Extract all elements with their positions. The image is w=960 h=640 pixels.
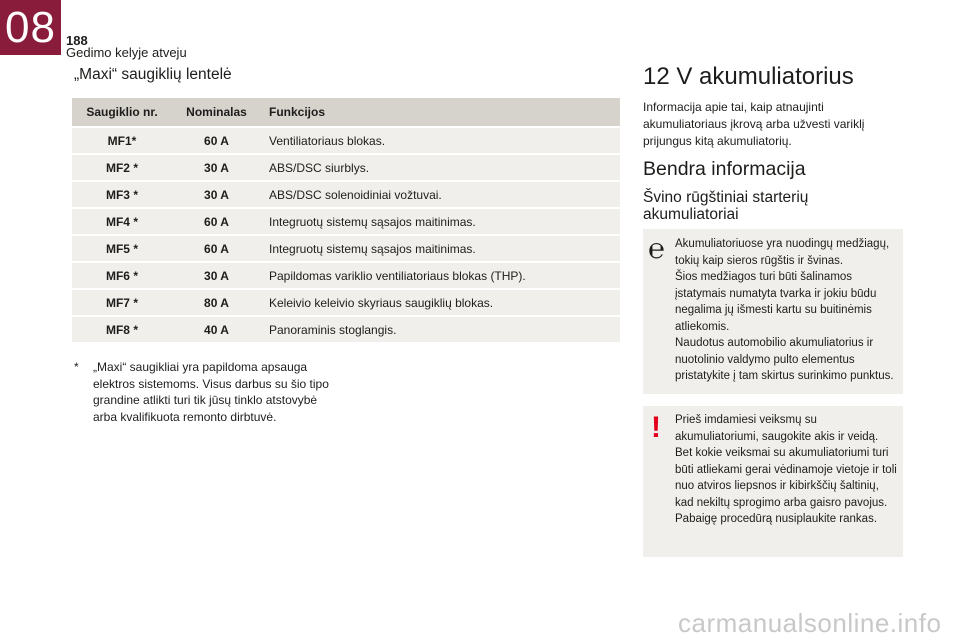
battery-intro: Informacija apie tai, kaip atnaujinti akumuliatoriaus įkrovą arba užvesti variklį prijungus kitą akumuliatorių. bbox=[643, 100, 865, 148]
page-number: 188 bbox=[66, 33, 88, 48]
footnote-text: „Maxi“ saugikliai yra papildoma apsauga elektros sistemoms. Visus darbus su šio tipo grandine atlikti turi tik jūsų tinklo atstovybė arba kvalifikuota remonto dirbtuvė. bbox=[93, 360, 329, 424]
fuse-rating: 30 A bbox=[172, 155, 261, 180]
table-row bbox=[72, 209, 620, 234]
fuse-number: MF5 * bbox=[72, 236, 172, 261]
chapter-tab: 08 bbox=[0, 0, 61, 55]
lead-acid-subheading: Švino rūgštiniai starterių akumuliatoriai bbox=[643, 189, 809, 223]
fuse-number: MF7 * bbox=[72, 290, 172, 315]
table-row bbox=[72, 290, 620, 315]
fuse-function: Ventiliatoriaus blokas. bbox=[261, 128, 620, 153]
fuse-number: MF3 * bbox=[72, 182, 172, 207]
battery-title: 12 V akumuliatorius bbox=[643, 63, 854, 90]
table-header-row bbox=[72, 98, 620, 126]
fuse-function: Keleivio keleivio skyriaus saugiklių blokas. bbox=[261, 290, 620, 315]
fuse-rating: 40 A bbox=[172, 317, 261, 342]
fuse-function: ABS/DSC solenoidiniai vožtuvai. bbox=[261, 182, 620, 207]
fuse-rating: 80 A bbox=[172, 290, 261, 315]
fuse-table bbox=[72, 96, 620, 344]
fuse-function: Integruotų sistemų sąsajos maitinimas. bbox=[261, 236, 620, 261]
note-line: Prieš imdamiesi veiksmų su akumuliatoriumi, saugokite akis ir veidą. bbox=[675, 414, 879, 443]
warning-note-text bbox=[675, 412, 897, 528]
fuse-function: Panoraminis stoglangis. bbox=[261, 317, 620, 342]
fuse-number: MF6 * bbox=[72, 263, 172, 288]
section-title: Gedimo kelyje atveju bbox=[66, 45, 187, 60]
watermark: carmanualsonline.info bbox=[678, 608, 942, 638]
fuse-rating: 60 A bbox=[172, 209, 261, 234]
column-header-fuse-no: Saugiklio nr. bbox=[72, 98, 172, 126]
fuse-rating: 30 A bbox=[172, 263, 261, 288]
warning-note bbox=[643, 406, 903, 557]
fuse-number: MF1* bbox=[72, 128, 172, 153]
table-row bbox=[72, 317, 620, 342]
column-header-function: Funkcijos bbox=[261, 98, 620, 126]
table-row bbox=[72, 182, 620, 207]
fuse-number: MF8 * bbox=[72, 317, 172, 342]
fuse-rating: 60 A bbox=[172, 236, 261, 261]
fuse-rating: 30 A bbox=[172, 182, 261, 207]
note-line: Naudotus automobilio akumuliatorius ir nuotolinio valdymo pulto elementus pristatykite į tam skirtus surinkimo punktus. bbox=[675, 337, 894, 382]
table-row bbox=[72, 236, 620, 261]
fuse-number: MF2 * bbox=[72, 155, 172, 180]
warning-icon: ! bbox=[651, 411, 661, 444]
note-line: Bet kokie veiksmai su akumuliatoriumi turi būti atliekami gerai vėdinamoje vietoje ir toli nuo atviros liepsnos ir kibirkščių šaltinių, kad nekiltų sprogimo arba gaisro pavojus. bbox=[675, 447, 897, 509]
fuse-table-title: „Maxi“ saugiklių lentelė bbox=[74, 66, 232, 83]
table-row bbox=[72, 155, 620, 180]
footnote-mark: * bbox=[74, 360, 79, 374]
column-header-rating: Nominalas bbox=[172, 98, 261, 126]
table-row bbox=[72, 263, 620, 288]
note-line: Šios medžiagos turi būti šalinamos įstatymais numatyta tvarka ir jokiu būdu negalima jų išmesti kartu su buitinėmis atliekomis. bbox=[675, 271, 877, 333]
general-info-heading: Bendra informacija bbox=[643, 158, 806, 180]
note-line: Akumuliatoriuose yra nuodingų medžiagų, tokių kaip sieros rūgštis ir švinas. bbox=[675, 238, 890, 267]
table-row bbox=[72, 128, 620, 153]
environment-note bbox=[643, 229, 903, 394]
fuse-rating: 60 A bbox=[172, 128, 261, 153]
note-line: Pabaigę procedūrą nusiplaukite rankas. bbox=[675, 513, 878, 525]
fuse-function: Integruotų sistemų sąsajos maitinimas. bbox=[261, 209, 620, 234]
fuse-function: Papildomas variklio ventiliatoriaus blokas (THP). bbox=[261, 263, 620, 288]
environment-note-text bbox=[675, 236, 897, 385]
fuse-function: ABS/DSC siurblys. bbox=[261, 155, 620, 180]
fuse-number: MF4 * bbox=[72, 209, 172, 234]
recycle-icon: ℮ bbox=[648, 232, 665, 265]
